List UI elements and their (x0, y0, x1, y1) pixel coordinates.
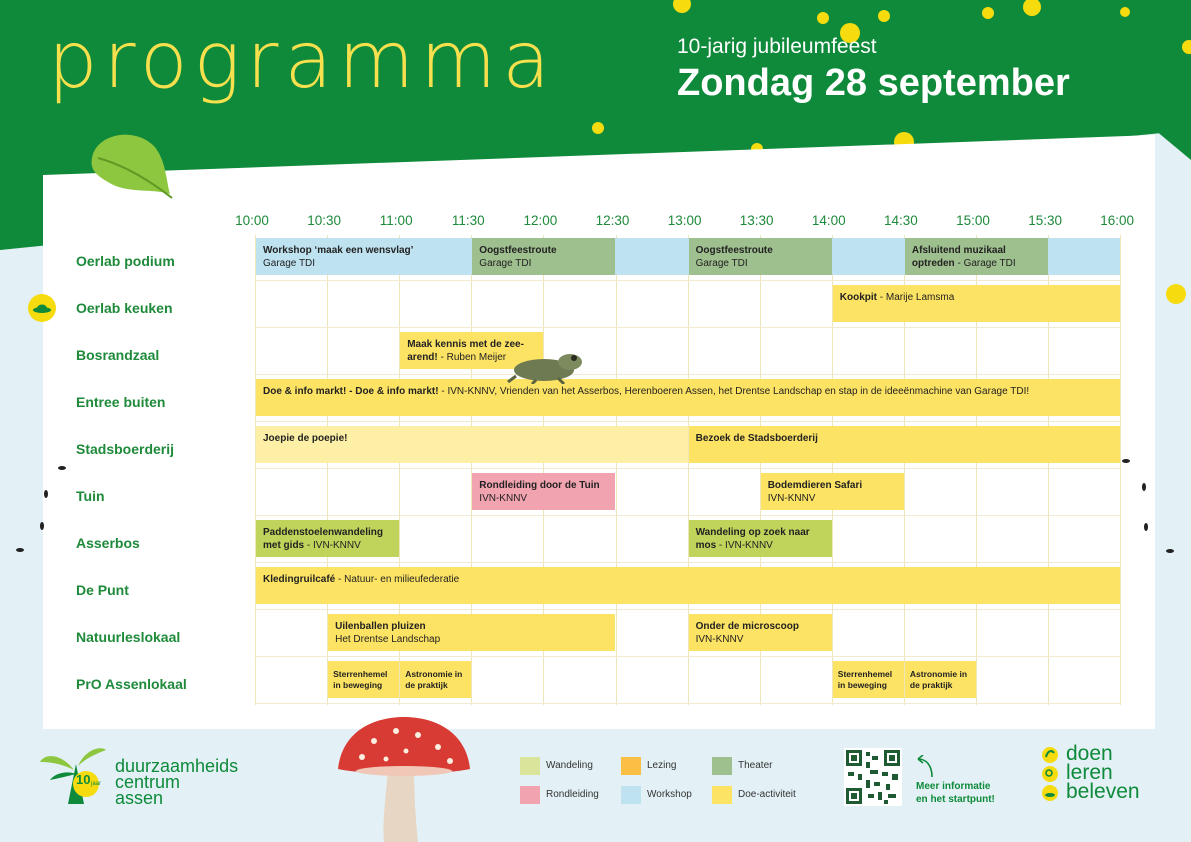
location-label: Entree buiten (76, 394, 166, 410)
event-title: Onder de microscoop (695, 621, 799, 632)
row-divider (255, 327, 1120, 328)
logo-line-3: assen (115, 788, 164, 808)
event-block[interactable] (472, 473, 615, 510)
event-title: Kledingruilcafé (263, 574, 336, 585)
event-host: Garage TDI (695, 258, 748, 269)
event-host: Het Drentse Landschap (335, 634, 441, 645)
event-title: Joepie de poepie! (263, 433, 348, 444)
tagline-beleven: beleven (1066, 780, 1140, 803)
event-host: IVN-KNNV, Vrienden van het Asserbos, Herenboeren Assen, het Drentse Landschap en stap in de ideeënmachine van Garage TDI! (447, 386, 1030, 397)
event-block[interactable] (689, 614, 832, 651)
location-label: Tuin (76, 488, 105, 504)
mushroom-icon (334, 717, 474, 842)
event-block[interactable] (833, 661, 904, 698)
location-label: Oerlab podium (76, 253, 175, 269)
event-block[interactable] (256, 426, 688, 463)
event-block[interactable] (328, 661, 399, 698)
legend-swatch (520, 757, 540, 775)
event-host: IVN-KNNV (313, 540, 361, 551)
location-label: PrO Assenlokaal (76, 676, 187, 692)
event-block[interactable] (256, 238, 471, 275)
subtitle: 10-jarig jubileumfeest (677, 35, 877, 58)
event-block[interactable] (256, 520, 399, 557)
row-divider (255, 656, 1120, 657)
row-divider (255, 703, 1120, 704)
location-label: Stadsboerderij (76, 441, 175, 457)
event-block[interactable] (905, 238, 1048, 275)
time-label: 11:30 (451, 213, 485, 228)
event-title: Paddenstoelenwandeling met gids (263, 527, 384, 551)
event-title: Kookpit (839, 292, 878, 303)
time-label: 13:00 (667, 213, 702, 228)
page-title: programma (48, 16, 557, 106)
more-info-text (916, 780, 995, 806)
separator: - (437, 352, 447, 363)
event-host: Garage TDI (479, 258, 532, 269)
event-block[interactable] (256, 567, 1120, 604)
legend-label: Theater (738, 760, 773, 771)
event-block[interactable] (256, 379, 1120, 416)
legend-swatch (520, 786, 540, 804)
legend-label: Wandeling (546, 760, 593, 771)
event-host: Marije Lamsma (885, 292, 955, 303)
event-title: Afsluitend muzikaal optreden (911, 245, 1006, 269)
event-host: Garage TDI (963, 258, 1016, 269)
info-line-2: en het startpunt! (916, 794, 995, 805)
grid-line (255, 235, 256, 705)
time-label: 10:30 (307, 213, 341, 228)
event-title: Bezoek de Stadsboerderij (695, 433, 818, 444)
legend-label: Rondleiding (546, 789, 599, 800)
event-block[interactable] (833, 285, 1120, 322)
legend-label: Doe-activiteit (738, 789, 796, 800)
legend-swatch (621, 786, 641, 804)
ufo-icon (27, 293, 57, 323)
tagline-doen: doen (1066, 742, 1113, 765)
event-host: Garage TDI (263, 258, 316, 269)
event-host: IVN-KNNV (725, 540, 773, 551)
event-title: Workshop ‘maak een wensvlag’ (263, 245, 414, 256)
event-title: Wandeling op zoek naar mos (695, 527, 810, 551)
event-block[interactable] (689, 238, 832, 275)
event-block[interactable] (400, 661, 471, 698)
event-title: Sterrenhemel in beweging (333, 669, 388, 690)
legend-label: Workshop (647, 789, 692, 800)
time-label: 14:00 (811, 213, 846, 228)
time-label: 12:30 (595, 213, 630, 228)
location-label: Asserbos (76, 535, 140, 551)
location-label: Natuurleslokaal (76, 629, 181, 645)
separator: - (716, 540, 726, 551)
row-divider (255, 609, 1120, 610)
legend-swatch (712, 786, 732, 804)
event-block[interactable] (328, 614, 615, 651)
event-title: Sterrenhemel in beweging (837, 669, 893, 690)
event-title: Bodemdieren Safari (767, 480, 863, 491)
tagline-icons (1040, 744, 1060, 804)
event-block[interactable] (689, 426, 1121, 463)
event-host: IVN-KNNV (767, 493, 816, 504)
event-title: Maak kennis met de zee-arend! (407, 339, 524, 363)
time-label: 14:30 (883, 213, 918, 228)
info-line-1: Meer informatie (916, 781, 991, 792)
logo-line-1: duurzaamheids (115, 756, 239, 776)
separator: - (304, 540, 314, 551)
logo-badge-small: jaar (91, 781, 102, 787)
dca-logo-text (115, 758, 238, 806)
row-divider (255, 421, 1120, 422)
separator: - (335, 574, 345, 585)
event-title: Uilenballen pluizen (335, 621, 426, 632)
arrow-icon (914, 755, 936, 779)
logo-line-2: centrum (115, 772, 181, 792)
legend-swatch (621, 757, 641, 775)
event-block[interactable] (761, 473, 904, 510)
row-divider (255, 280, 1120, 281)
event-title: Oogstfeestroute (695, 245, 773, 256)
time-label: 15:30 (1028, 213, 1062, 228)
separator: - (438, 386, 448, 397)
time-label: 13:30 (739, 213, 774, 228)
event-title: Doe & info markt! - Doe & info markt! (263, 386, 439, 397)
grid-line (616, 235, 617, 705)
legend-label: Lezing (647, 760, 677, 771)
time-label: 10:00 (235, 213, 269, 228)
row-divider (255, 374, 1120, 375)
event-host: Ruben Meijer (446, 352, 507, 363)
frog-icon (506, 350, 586, 384)
time-label: 12:00 (523, 213, 558, 228)
ant-icon (10, 460, 70, 560)
location-label: De Punt (76, 582, 129, 598)
event-block[interactable] (905, 661, 976, 698)
event-host: IVN-KNNV (479, 493, 528, 504)
row-divider (255, 468, 1120, 469)
event-title: Rondleiding door de Tuin (479, 480, 600, 491)
event-host: Natuur- en milieufederatie (344, 574, 460, 585)
location-label: Bosrandzaal (76, 347, 160, 363)
row-divider (255, 515, 1120, 516)
legend-swatch (712, 757, 732, 775)
event-title: Oogstfeestroute (479, 245, 557, 256)
qr-code-icon[interactable] (844, 748, 902, 806)
time-label: 11:00 (379, 213, 413, 228)
time-label: 16:00 (1100, 213, 1135, 228)
row-divider (255, 562, 1120, 563)
event-block[interactable] (689, 520, 832, 557)
leaf-icon (86, 128, 178, 200)
event-title: Astronomie in de praktijk (909, 669, 968, 690)
separator: - (877, 292, 886, 303)
event-title: Astronomie in de praktijk (405, 669, 463, 690)
event-block[interactable] (472, 238, 615, 275)
event-date: Zondag 28 september (677, 62, 1070, 104)
tagline-leren: leren (1066, 761, 1113, 784)
time-label: 15:00 (956, 213, 990, 228)
ant-icon (1120, 455, 1180, 555)
logo-badge: 10 (76, 772, 91, 787)
event-host: IVN-KNNV (695, 634, 744, 645)
separator: - (954, 258, 964, 269)
location-label: Oerlab keuken (76, 300, 173, 316)
